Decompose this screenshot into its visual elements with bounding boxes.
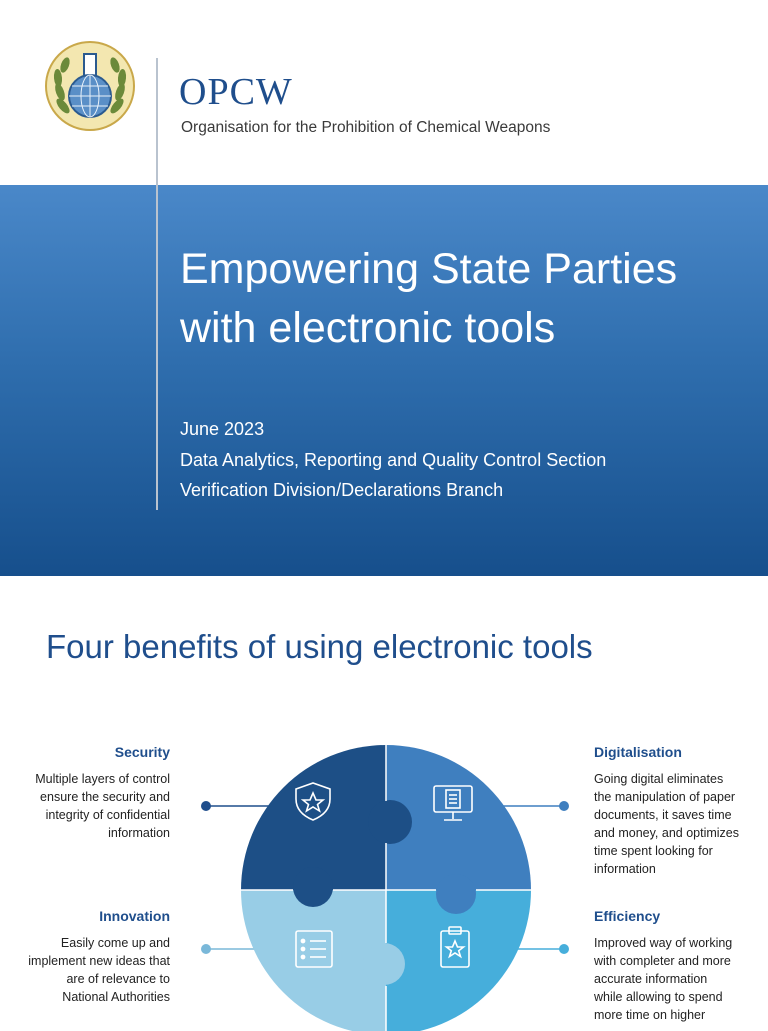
security-text bbox=[0, 770, 170, 842]
puzzle-graphic bbox=[198, 731, 576, 1031]
digitalisation-title: Digitalisation bbox=[594, 744, 682, 760]
cover-title-line1: Empowering State Parties bbox=[180, 245, 678, 293]
digitalisation-line: information bbox=[594, 862, 656, 876]
security-line: information bbox=[108, 826, 170, 840]
efficiency-line: with completer and more bbox=[594, 954, 731, 968]
benefits-slide bbox=[0, 576, 768, 1024]
cover-title-line2: with electronic tools bbox=[180, 304, 556, 352]
digitalisation-line: and money, and optimizes bbox=[594, 826, 739, 840]
org-name: OPCW bbox=[179, 71, 293, 113]
digitalisation-line: time spent looking for bbox=[594, 844, 713, 858]
efficiency-line: accurate information bbox=[594, 972, 708, 986]
cover-date: June 2023 bbox=[180, 419, 265, 439]
security-line: Multiple layers of control bbox=[35, 772, 170, 786]
org-full-name: Organisation for the Prohibition of Chemical Weapons bbox=[181, 119, 551, 136]
cover-title bbox=[180, 240, 677, 358]
digitalisation-text bbox=[594, 770, 766, 878]
innovation-line: National Authorities bbox=[62, 990, 170, 1004]
security-line: integrity of confidential bbox=[45, 808, 170, 822]
digitalisation-line: the manipulation of paper bbox=[594, 790, 736, 804]
efficiency-title: Efficiency bbox=[594, 908, 661, 924]
security-line: ensure the security and bbox=[40, 790, 170, 804]
innovation-line: Easily come up and bbox=[60, 936, 170, 950]
benefits-title: Four benefits of using electronic tools bbox=[46, 628, 593, 665]
efficiency-line: Improved way of working bbox=[594, 936, 733, 950]
header bbox=[0, 0, 768, 185]
digitalisation-line: Going digital eliminates bbox=[594, 772, 724, 786]
cover-meta bbox=[180, 414, 606, 506]
innovation-line: are of relevance to bbox=[66, 972, 170, 986]
efficiency-line: while allowing to spend bbox=[594, 990, 723, 1004]
innovation-title: Innovation bbox=[99, 908, 170, 924]
digitalisation-line: documents, it saves time bbox=[594, 808, 732, 822]
security-title: Security bbox=[114, 744, 170, 760]
opcw-emblem-icon bbox=[44, 40, 136, 132]
efficiency-text bbox=[594, 934, 766, 1024]
efficiency-line: more time on higher bbox=[594, 1008, 706, 1022]
vertical-divider bbox=[156, 58, 158, 510]
innovation-line: implement new ideas that bbox=[28, 954, 170, 968]
cover-section: Data Analytics, Reporting and Quality Control Section bbox=[180, 449, 607, 470]
innovation-text bbox=[0, 934, 170, 1006]
cover-division: Verification Division/Declarations Branch bbox=[180, 480, 504, 500]
